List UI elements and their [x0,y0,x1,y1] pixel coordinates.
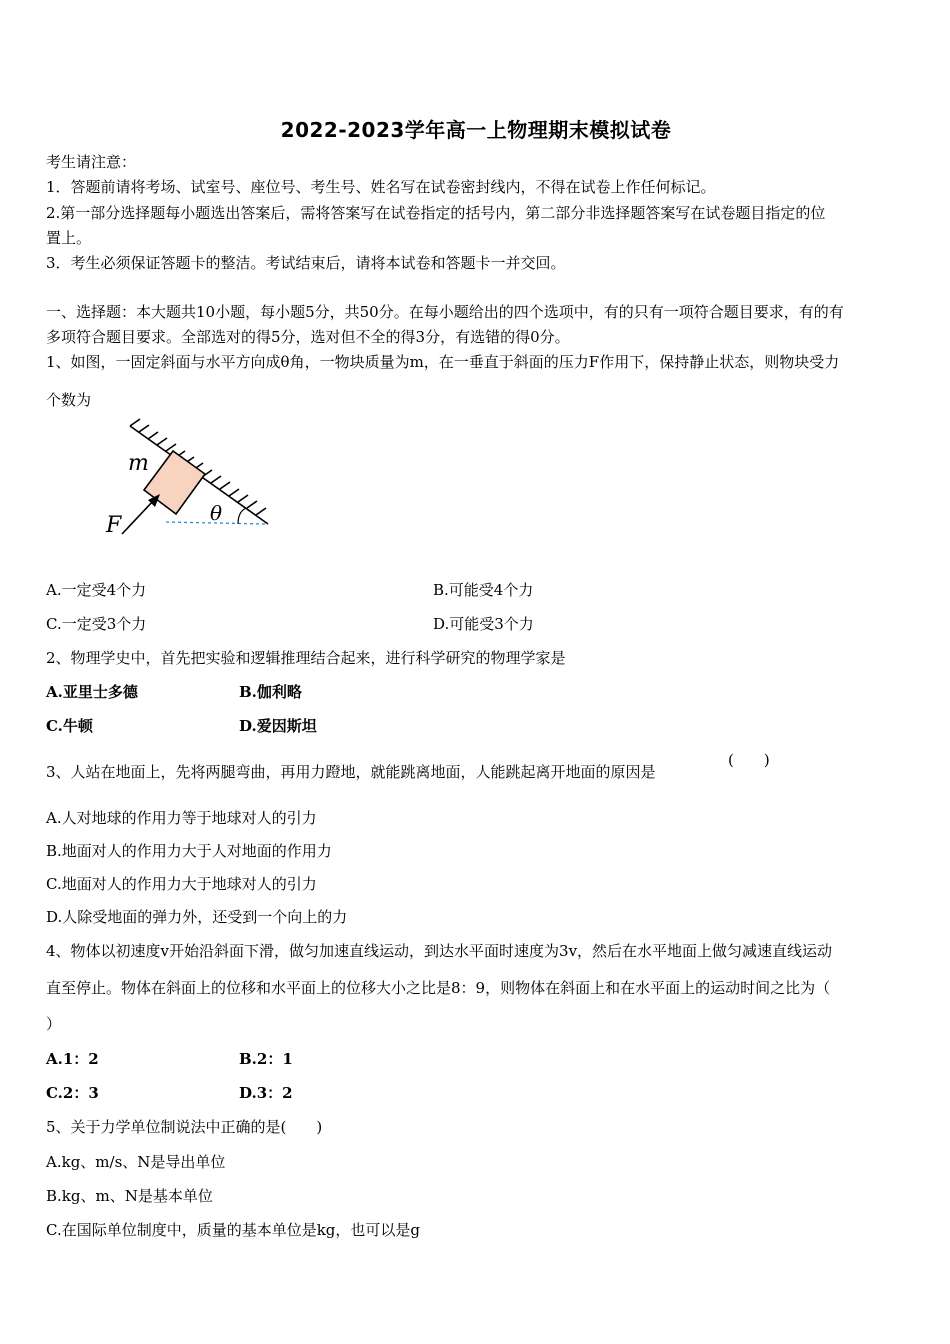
q5-option-c: C.在国际单位制度中，质量的基本单位是kg，也可以是g [46,1221,421,1239]
q1-option-d: D.可能受3个力 [433,615,534,633]
angle-label: θ [210,501,223,525]
section-heading-cont: 多项符合题目要求。全部选对的得5分，选对但不全的得3分，有选错的得0分。 [46,328,570,346]
q5-stem: 5、关于力学单位制说法中正确的是( ) [46,1118,323,1136]
q1-stem-cont: 个数为 [46,391,92,409]
q2-option-d: D.爱因斯坦 [239,717,317,735]
q5-option-a: A.kg、m/s、N是导出单位 [46,1153,226,1171]
q5-option-b: B.kg、m、N是基本单位 [46,1187,213,1205]
q1-option-b: B.可能受4个力 [433,581,534,599]
q2-option-a: A.亚里士多德 [46,683,138,701]
q3-option-d: D.人除受地面的弹力外，还受到一个向上的力 [46,908,348,926]
q4-stem-end: ） [46,1015,62,1033]
q4-stem-cont: 直至停止。物体在斜面上的位移和水平面上的位移大小之比是8：9，则物体在斜面上和在水平面上的运动时间之比为（ [46,979,831,997]
q4-option-c: C.2：3 [46,1084,99,1102]
notice-item-3: 3．考生必须保证答题卡的整洁。考试结束后，请将本试卷和答题卡一并交回。 [46,254,566,272]
q2-option-b: B.伽利略 [239,683,302,701]
q2-stem: 2、物理学史中，首先把实验和逻辑推理结合起来，进行科学研究的物理学家是 [46,649,566,667]
notice-item-1: 1．答题前请将考场、试室号、座位号、考生号、姓名写在试卷密封线内，不得在试卷上作任何标记。 [46,178,716,196]
notice-heading: 考生请注意： [46,153,137,171]
notice-item-2: 2.第一部分选择题每小题选出答案后，需将答案写在试卷指定的括号内，第二部分非选择题答案写在试卷题目指定的位 [46,204,826,222]
q4-option-a: A.1：2 [46,1050,99,1068]
q3-option-b: B.地面对人的作用力大于人对地面的作用力 [46,842,332,860]
force-label: F [106,513,122,538]
q1-option-a: A.一定受4个力 [46,581,147,599]
q3-answer-paren: ( ) [728,751,770,769]
q3-option-a: A.人对地球的作用力等于地球对人的引力 [46,809,317,827]
incline-figure [98,418,278,543]
q3-stem: 3、人站在地面上，先将两腿弯曲，再用力蹬地，就能跳离地面，人能跳起离开地面的原因是 [46,763,656,781]
q1-stem: 1、如图，一固定斜面与水平方向成θ角，一物块质量为m，在一垂直于斜面的压力F作用下，保持静止状态，则物块受力 [46,353,840,371]
mass-label: m [128,451,149,476]
page-title: 2022-2023学年高一上物理期末模拟试卷 [280,118,672,142]
q4-option-b: B.2：1 [239,1050,293,1068]
q4-option-d: D.3：2 [239,1084,293,1102]
angle-arc [238,508,246,524]
force-arrow [122,500,154,534]
q3-option-c: C.地面对人的作用力大于地球对人的引力 [46,875,317,893]
q2-option-c: C.牛顿 [46,717,93,735]
q4-stem: 4、物体以初速度v开始沿斜面下滑，做匀加速直线运动，到达水平面时速度为3v，然后在水平地面上做匀减速直线运动 [46,942,833,960]
q1-option-c: C.一定受3个力 [46,615,147,633]
exam-page [46,0,906,1344]
notice-item-2-cont: 置上。 [46,229,92,247]
section-heading: 一、选择题：本大题共10小题，每小题5分，共50分。在每小题给出的四个选项中，有的只有一项符合题目要求，有的有 [46,303,844,321]
